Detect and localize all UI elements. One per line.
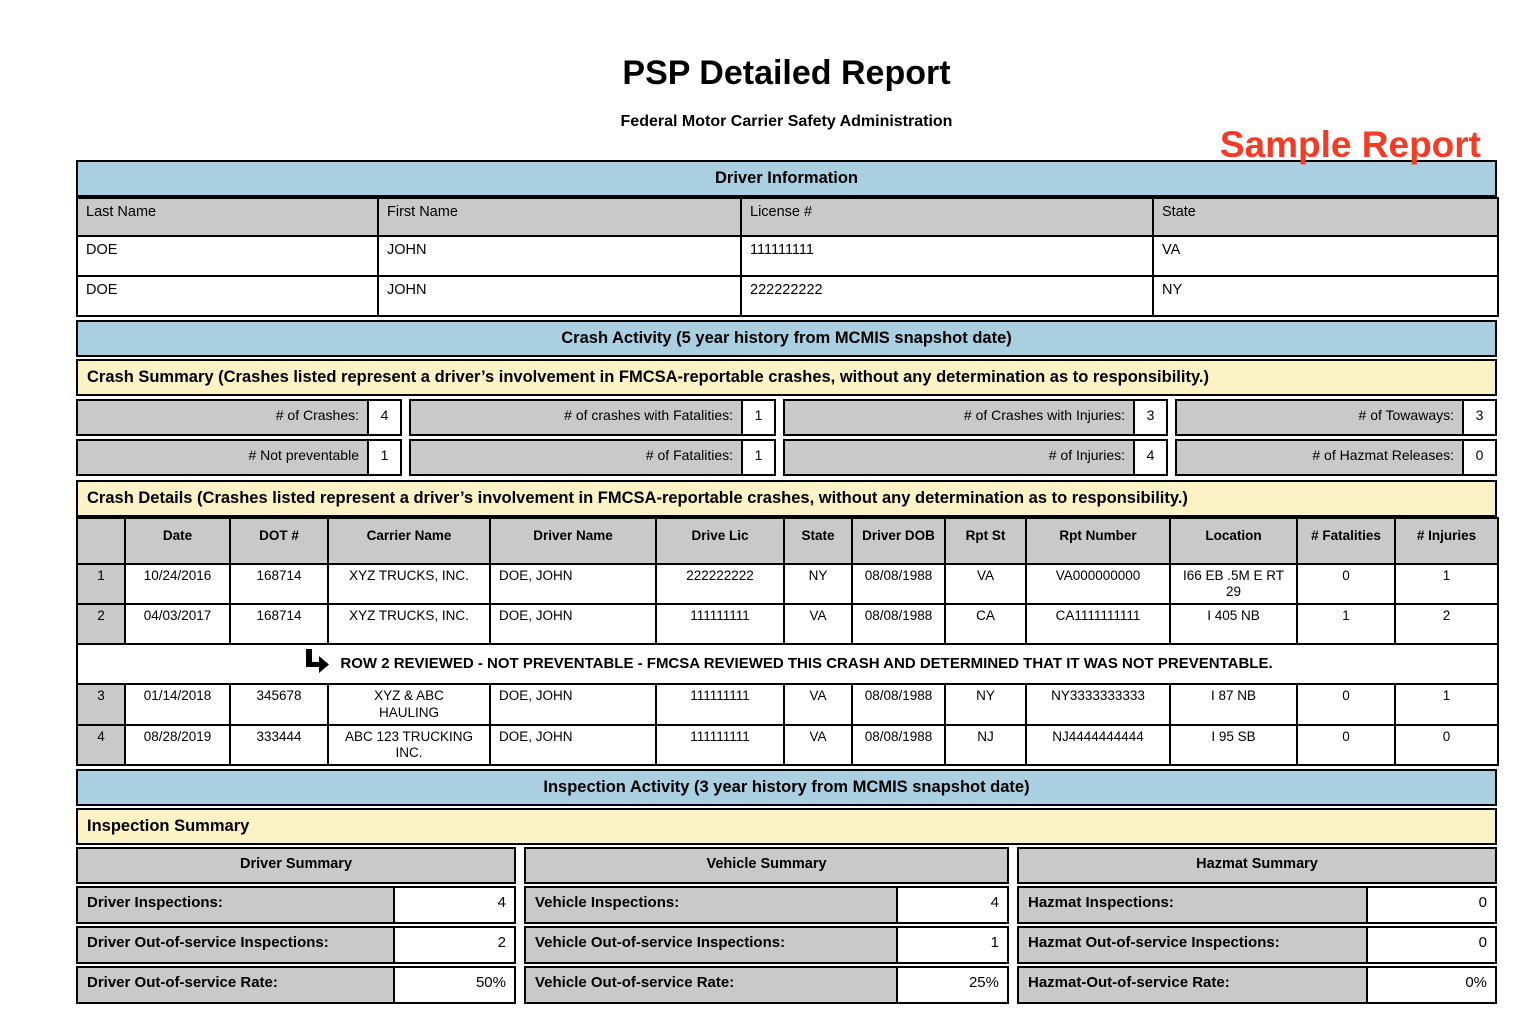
crash-date: 04/03/2017 <box>125 604 230 644</box>
dot-number: 168714 <box>230 604 328 644</box>
driver-oos-inspections-row <box>76 926 516 964</box>
stat-label: # of Fatalities: <box>409 439 742 476</box>
driver-dob: 08/08/1988 <box>852 604 945 644</box>
num-fatalities: 0 <box>1297 684 1395 724</box>
rpt-number: NY3333333333 <box>1026 684 1170 724</box>
stat-value: 4 <box>368 399 402 436</box>
driver-information-table <box>76 197 1499 317</box>
col-header-fatalities: # Fatalities <box>1297 518 1395 564</box>
stat-crashes-with-injuries <box>783 399 1168 436</box>
stat-value: 0 <box>1367 886 1497 924</box>
col-header-drive-lic: Drive Lic <box>656 518 784 564</box>
col-header-rpt-number: Rpt Number <box>1026 518 1170 564</box>
stat-value: 50% <box>394 966 516 1004</box>
rpt-st: NY <box>945 684 1026 724</box>
stat-label: Hazmat Out-of-service Inspections: <box>1017 926 1367 964</box>
crash-row-1 <box>77 564 1498 604</box>
driver-information-title: Driver Information <box>714 169 859 187</box>
lic-state: NY <box>784 564 852 604</box>
stat-hazmat-releases <box>1175 439 1497 476</box>
stat-label: # of Crashes with Injuries: <box>783 399 1134 436</box>
crash-details-band <box>76 480 1497 517</box>
num-injuries: 0 <box>1395 725 1498 765</box>
stat-value: 0 <box>1463 439 1497 476</box>
crash-date: 10/24/2016 <box>125 564 230 604</box>
crash-activity-header <box>76 320 1497 357</box>
driver-name: DOE, JOHN <box>490 684 656 724</box>
driver-summary-title: Driver Summary <box>76 847 516 884</box>
row-number: 4 <box>77 725 125 765</box>
crash-summary-title: Crash Summary (Crashes listed represent a driver’s involvement in FMCSA-reportable crashes, without any determination as to responsibility.) <box>87 368 1209 386</box>
last-name-value: DOE <box>77 236 378 276</box>
hazmat-inspections-row <box>1017 886 1497 924</box>
num-fatalities: 1 <box>1297 604 1395 644</box>
hazmat-summary-title: Hazmat Summary <box>1017 847 1497 884</box>
stat-label: Driver Inspections: <box>76 886 394 924</box>
stat-value: 0% <box>1367 966 1497 1004</box>
license-value: 111111111 <box>741 236 1153 276</box>
report-page <box>0 56 1536 1012</box>
stat-label: Vehicle Out-of-service Rate: <box>524 966 897 1004</box>
stat-value: 4 <box>394 886 516 924</box>
drive-lic: 111111111 <box>656 725 784 765</box>
review-note-row <box>77 644 1498 684</box>
sample-report-watermark: Sample Report <box>1219 124 1481 165</box>
stat-value: 2 <box>394 926 516 964</box>
lic-state: VA <box>784 684 852 724</box>
inspection-activity-title: Inspection Activity (3 year history from MCMIS snapshot date) <box>543 778 1030 797</box>
crash-summary-band <box>76 359 1497 396</box>
vehicle-inspections-row <box>524 886 1009 924</box>
review-note-text: ROW 2 REVIEWED - NOT PREVENTABLE - FMCSA REVIEWED THIS CRASH AND DETERMINED THAT IT WAS NOT PREVENTABLE. <box>340 655 1273 673</box>
col-header-last-name: Last Name <box>77 198 378 236</box>
col-header-location: Location <box>1170 518 1297 564</box>
stat-value: 0 <box>1367 926 1497 964</box>
crash-activity-title: Crash Activity (5 year history from MCMIS snapshot date) <box>561 329 1012 347</box>
crash-details-header-row <box>77 518 1498 564</box>
crash-date: 08/28/2019 <box>125 725 230 765</box>
hazmat-oos-rate-row <box>1017 966 1497 1004</box>
stat-label: # of Hazmat Releases: <box>1175 439 1463 476</box>
stat-value: 1 <box>897 926 1009 964</box>
vehicle-oos-inspections-row <box>524 926 1009 964</box>
num-fatalities: 0 <box>1297 564 1395 604</box>
col-header-state: State <box>1153 198 1498 236</box>
vehicle-summary-title: Vehicle Summary <box>524 847 1009 884</box>
lic-state: VA <box>784 725 852 765</box>
num-injuries: 1 <box>1395 564 1498 604</box>
driver-dob: 08/08/1988 <box>852 725 945 765</box>
driver-name: DOE, JOHN <box>490 725 656 765</box>
stat-label: # of Towaways: <box>1175 399 1463 436</box>
col-header-state: State <box>784 518 852 564</box>
stat-label: # of Crashes: <box>76 399 368 436</box>
driver-oos-rate-row <box>76 966 516 1004</box>
crash-row-3 <box>77 684 1498 724</box>
inspection-summary-grid <box>76 847 1497 1004</box>
driver-info-header-row <box>77 198 1498 236</box>
drive-lic: 111111111 <box>656 604 784 644</box>
stat-label: # of Injuries: <box>783 439 1134 476</box>
row-number: 2 <box>77 604 125 644</box>
col-header-row-number <box>77 518 125 564</box>
stat-value: 1 <box>742 399 776 436</box>
location: I 405 NB <box>1170 604 1297 644</box>
row-number: 3 <box>77 684 125 724</box>
license-value: 222222222 <box>741 276 1153 316</box>
page-subtitle: Federal Motor Carrier Safety Administration <box>620 113 953 130</box>
stat-label: Driver Out-of-service Rate: <box>76 966 394 1004</box>
rpt-st: NJ <box>945 725 1026 765</box>
location: I 95 SB <box>1170 725 1297 765</box>
stat-value: 3 <box>1134 399 1168 436</box>
stat-value: 3 <box>1463 399 1497 436</box>
col-header-first-name: First Name <box>378 198 741 236</box>
stat-fatalities <box>409 439 776 476</box>
crash-date: 01/14/2018 <box>125 684 230 724</box>
stat-value: 1 <box>368 439 402 476</box>
first-name-value: JOHN <box>378 276 741 316</box>
carrier-name: XYZ TRUCKS, INC. <box>328 604 490 644</box>
drive-lic: 222222222 <box>656 564 784 604</box>
location: I66 EB .5M E RT 29 <box>1170 564 1297 604</box>
stat-label: Hazmat-Out-of-service Rate: <box>1017 966 1367 1004</box>
stat-value: 4 <box>1134 439 1168 476</box>
stat-num-crashes <box>76 399 402 436</box>
col-header-driver-dob: Driver DOB <box>852 518 945 564</box>
rpt-st: VA <box>945 564 1026 604</box>
inspection-summary-band <box>76 808 1497 845</box>
driver-name: DOE, JOHN <box>490 564 656 604</box>
state-value: VA <box>1153 236 1498 276</box>
dot-number: 345678 <box>230 684 328 724</box>
col-header-driver-name: Driver Name <box>490 518 656 564</box>
rpt-number: NJ4444444444 <box>1026 725 1170 765</box>
stat-value: 25% <box>897 966 1009 1004</box>
location: I 87 NB <box>1170 684 1297 724</box>
col-header-date: Date <box>125 518 230 564</box>
vehicle-oos-rate-row <box>524 966 1009 1004</box>
dot-number: 333444 <box>230 725 328 765</box>
vehicle-summary-section <box>524 847 1009 1004</box>
return-arrow-icon <box>302 649 332 675</box>
stat-label: Hazmat Inspections: <box>1017 886 1367 924</box>
inspection-summary-title: Inspection Summary <box>87 817 250 836</box>
stat-injuries <box>783 439 1168 476</box>
carrier-name: XYZ TRUCKS, INC. <box>328 564 490 604</box>
rpt-number: VA000000000 <box>1026 564 1170 604</box>
rpt-number: CA1111111111 <box>1026 604 1170 644</box>
crash-row-4 <box>77 725 1498 765</box>
page-title: PSP Detailed Report <box>622 54 951 92</box>
num-injuries: 1 <box>1395 684 1498 724</box>
driver-inspections-row <box>76 886 516 924</box>
crash-details-table <box>76 517 1499 766</box>
driver-info-row <box>77 276 1498 316</box>
col-header-dot: DOT # <box>230 518 328 564</box>
inspection-activity-header <box>76 769 1497 806</box>
carrier-name: ABC 123 TRUCKING INC. <box>328 725 490 765</box>
row-number: 1 <box>77 564 125 604</box>
crash-row-2 <box>77 604 1498 644</box>
stat-label: Driver Out-of-service Inspections: <box>76 926 394 964</box>
hazmat-oos-inspections-row <box>1017 926 1497 964</box>
stat-label: # Not preventable <box>76 439 368 476</box>
num-injuries: 2 <box>1395 604 1498 644</box>
state-value: NY <box>1153 276 1498 316</box>
col-header-carrier-name: Carrier Name <box>328 518 490 564</box>
last-name-value: DOE <box>77 276 378 316</box>
stat-not-preventable <box>76 439 402 476</box>
stat-crashes-with-fatalities <box>409 399 776 436</box>
hazmat-summary-section <box>1017 847 1497 1004</box>
stat-value: 4 <box>897 886 1009 924</box>
stat-label: Vehicle Inspections: <box>524 886 897 924</box>
stat-label: # of crashes with Fatalities: <box>409 399 742 436</box>
driver-info-row <box>77 236 1498 276</box>
driver-summary-section <box>76 847 516 1004</box>
lic-state: VA <box>784 604 852 644</box>
num-fatalities: 0 <box>1297 725 1395 765</box>
driver-dob: 08/08/1988 <box>852 684 945 724</box>
driver-name: DOE, JOHN <box>490 604 656 644</box>
stat-value: 1 <box>742 439 776 476</box>
rpt-st: CA <box>945 604 1026 644</box>
col-header-rpt-st: Rpt St <box>945 518 1026 564</box>
col-header-injuries: # Injuries <box>1395 518 1498 564</box>
carrier-name: XYZ & ABC HAULING <box>328 684 490 724</box>
report-content <box>76 56 1497 1004</box>
driver-dob: 08/08/1988 <box>852 564 945 604</box>
stat-label: Vehicle Out-of-service Inspections: <box>524 926 897 964</box>
col-header-license: License # <box>741 198 1153 236</box>
drive-lic: 111111111 <box>656 684 784 724</box>
first-name-value: JOHN <box>378 236 741 276</box>
crash-summary-grid <box>76 399 1497 476</box>
crash-details-title: Crash Details (Crashes listed represent a driver’s involvement in FMCSA-reportable crashes, without any determination as to responsibility.) <box>87 489 1188 507</box>
dot-number: 168714 <box>230 564 328 604</box>
stat-towaways <box>1175 399 1497 436</box>
driver-information-header <box>76 160 1497 197</box>
review-note <box>81 648 1494 680</box>
